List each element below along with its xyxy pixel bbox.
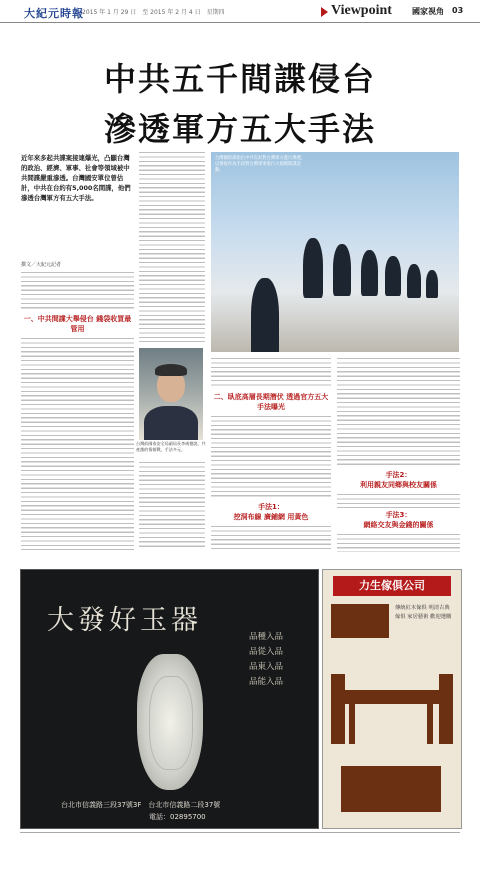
masthead	[0, 0, 480, 23]
article-text-col3c	[211, 526, 331, 552]
chair-image	[331, 674, 345, 744]
furniture-table-image	[341, 690, 441, 704]
lead-paragraph: 近年來多起共諜案接連爆光，凸顯台灣的政治、經濟、軍事、社會等領域被中共間諜嚴重滲透。台灣國安單位曾估計，中共在台約有5,000名間諜，他們滲透台灣軍方有五大手法。	[21, 154, 131, 202]
article-text-col3a	[211, 358, 331, 388]
headline-line-1: 中共五千間諜侵台	[103, 60, 376, 98]
furniture-advertisement	[322, 569, 462, 829]
section-heading-4	[337, 470, 460, 490]
soldier-silhouette	[407, 264, 421, 298]
furniture-ad-title: 力生傢俱公司	[333, 576, 451, 596]
jade-ad-phone: 電話：02895700	[149, 813, 206, 821]
jade-ad-verse-line: 品東入品	[248, 662, 283, 672]
soldiers-photo	[211, 152, 459, 352]
table-leg	[427, 704, 433, 744]
portrait-hair	[155, 364, 187, 376]
soldier-silhouette	[426, 270, 438, 298]
section-heading-2-title: 臥底高層長期潛伏 透過官方五大手法曝光	[227, 393, 329, 411]
jade-ad-title: 大發好玉器	[47, 605, 202, 636]
article-text-col1a	[21, 272, 134, 310]
section-heading-4-number: 手法2：	[385, 471, 412, 479]
section-heading-5	[337, 510, 460, 530]
section-heading-1-number: 一、	[23, 315, 38, 323]
brand-viewpoint: Viewpoint	[331, 3, 392, 18]
section-heading-2	[211, 392, 331, 412]
article-text-col4b	[337, 494, 460, 508]
section-heading-3-number: 手法1：	[258, 503, 284, 511]
jade-ad-verse-line: 品從入品	[248, 647, 283, 657]
article-text-col4c	[337, 534, 460, 552]
table-leg	[349, 704, 355, 744]
section-heading-1-title: 中共間諜大舉侵台 錢袋收買最管用	[37, 315, 132, 333]
headline-line-2: 滲透軍方五大手法	[103, 110, 376, 148]
play-triangle-icon	[321, 7, 328, 17]
chair-image	[439, 674, 453, 744]
jade-ad-verse	[231, 630, 301, 690]
jade-carving-image	[137, 654, 203, 790]
dateline: 2015 年 1 月 29 日 至 2015 年 2 月 4 日 星期四	[82, 9, 225, 16]
article-text-col3b	[211, 416, 331, 498]
article-text-col2a	[139, 152, 205, 342]
article-text-col2b	[139, 462, 205, 550]
furniture-ad-text: 傳統紅木傢俱 明清古典傢俱 家居藝術 歡迎選購	[395, 605, 452, 620]
soldier-silhouette	[385, 256, 401, 296]
photo-caption-mid: 台灣前國家安全局副局長李威德說，共產黨的情報戰，手法多元。	[136, 441, 206, 452]
soldier-silhouette	[361, 250, 378, 296]
furniture-cabinet-image	[341, 766, 441, 812]
article-text-col4a	[337, 358, 460, 466]
portrait-suit	[144, 406, 198, 440]
section-heading-4-title: 利用親友同鄉與校友關係	[360, 481, 437, 489]
page-number: 03	[452, 6, 464, 15]
photo-caption-top: 台灣國防部指出中共有針對台灣軍方進行滲透，以情報作為手段對台灣軍事進行大規模間諜活動。	[215, 156, 306, 173]
byline: 撰文／大紀元記者	[21, 262, 62, 268]
jade-advertisement	[20, 569, 319, 829]
soldier-silhouette	[333, 244, 351, 296]
article-text-col1b	[21, 338, 134, 550]
section-heading-3	[211, 502, 331, 522]
soldier-silhouette	[251, 278, 279, 352]
footer-divider	[20, 832, 460, 833]
portrait-photo	[139, 348, 203, 440]
jade-ad-address: 台北市信義路三段37號3F 台北市信義路二段37號	[61, 801, 221, 809]
section-name: 國家視角	[412, 7, 444, 16]
section-heading-2-number: 二、	[213, 393, 228, 401]
jade-ad-verse-line: 品種入品	[248, 632, 283, 642]
section-heading-1	[21, 314, 134, 334]
section-heading-5-number: 手法3：	[385, 511, 412, 519]
newspaper-logo: 大紀元時報	[24, 7, 84, 20]
jade-ad-verse-line: 品能入品	[248, 677, 283, 687]
soldier-silhouette	[303, 238, 323, 298]
furniture-cabinet-image	[331, 604, 389, 638]
section-heading-5-title: 網絡交友與金錢的關係	[363, 521, 434, 529]
section-heading-3-title: 挖洞布線 廣鋪網 用黃色	[233, 513, 309, 521]
